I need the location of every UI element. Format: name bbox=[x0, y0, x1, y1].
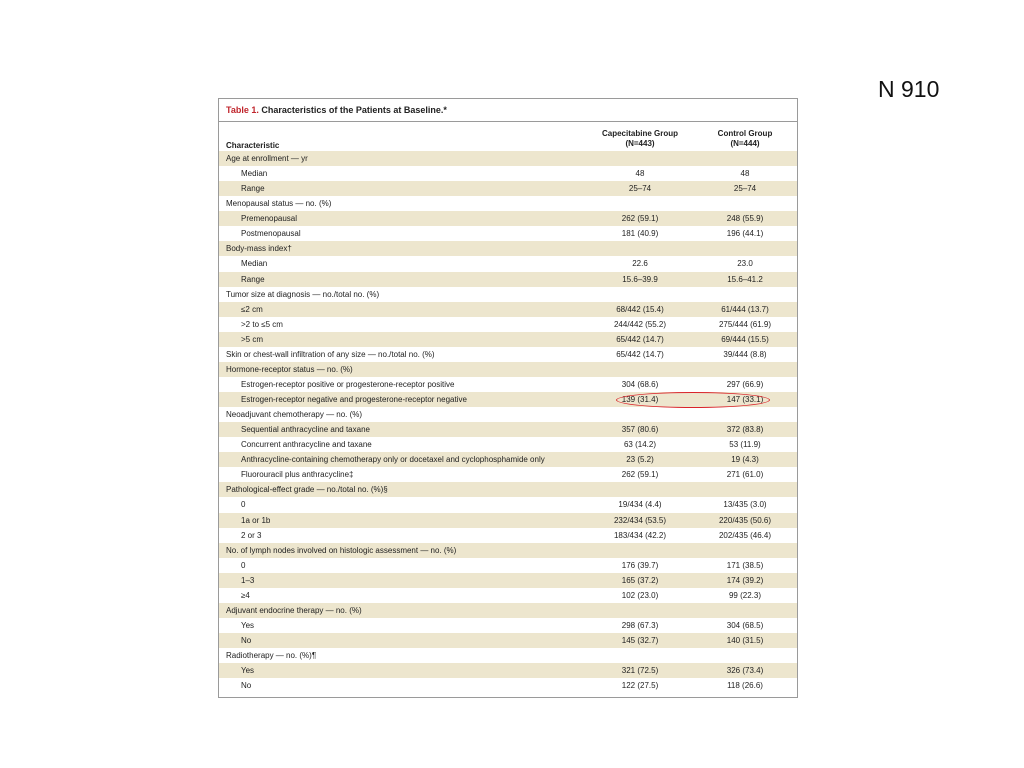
capecitabine-value: 15.6–39.9 bbox=[622, 274, 658, 284]
capecitabine-value: 65/442 (14.7) bbox=[616, 349, 664, 359]
table-row bbox=[219, 317, 797, 332]
column-header-control-n: (N=444) bbox=[730, 139, 760, 148]
capecitabine-value: 23 (5.2) bbox=[626, 455, 654, 465]
capecitabine-value: 63 (14.2) bbox=[623, 440, 657, 450]
table-body bbox=[219, 151, 797, 693]
capecitabine-value: 139 (31.4) bbox=[621, 395, 659, 404]
table-row bbox=[219, 618, 797, 633]
table-row bbox=[219, 603, 797, 618]
slide-label: N 910 bbox=[878, 76, 940, 102]
row-label: Hormone-receptor status — no. (%) bbox=[226, 364, 353, 374]
row-label: Pathological-effect grade — no./total no. (%)§ bbox=[226, 485, 388, 495]
control-value: 147 (33.1) bbox=[726, 395, 764, 404]
table-caption: Characteristics of the Patients at Baseline.* bbox=[258, 105, 447, 115]
capecitabine-value: 304 (68.6) bbox=[621, 379, 659, 389]
table-row bbox=[219, 422, 797, 437]
table-row bbox=[219, 151, 797, 166]
capecitabine-value: 321 (72.5) bbox=[621, 666, 659, 676]
table-number: Table 1. bbox=[226, 105, 259, 115]
capecitabine-value: 145 (32.7) bbox=[621, 636, 659, 645]
row-label: Adjuvant endocrine therapy — no. (%) bbox=[226, 605, 362, 615]
row-label: Estrogen-receptor negative and progesterone-receptor negative bbox=[241, 395, 467, 404]
row-label: Sequential anthracycline and taxane bbox=[241, 425, 370, 435]
row-label: Estrogen-receptor positive or progesterone-receptor positive bbox=[241, 379, 455, 389]
control-value: 39/444 (8.8) bbox=[723, 349, 767, 359]
row-label: 1–3 bbox=[241, 575, 255, 585]
capecitabine-value: 262 (59.1) bbox=[621, 214, 659, 224]
capecitabine-value: 122 (27.5) bbox=[621, 681, 659, 691]
row-label: Menopausal status — no. (%) bbox=[226, 199, 332, 209]
control-value: 248 (55.9) bbox=[726, 214, 764, 224]
table-row bbox=[219, 513, 797, 528]
control-value: 69/444 (15.5) bbox=[721, 334, 769, 344]
control-value: 99 (22.3) bbox=[728, 590, 762, 600]
control-value: 271 (61.0) bbox=[726, 470, 764, 480]
table-row bbox=[219, 211, 797, 226]
table-row bbox=[219, 452, 797, 467]
table-row bbox=[219, 678, 797, 693]
capecitabine-value: 19/434 (4.4) bbox=[618, 500, 662, 510]
column-header-control-name: Control Group bbox=[717, 129, 773, 138]
control-value: 15.6–41.2 bbox=[727, 274, 763, 284]
capecitabine-value: 357 (80.6) bbox=[621, 425, 659, 435]
capecitabine-value: 183/434 (42.2) bbox=[613, 530, 667, 540]
table-row bbox=[219, 543, 797, 558]
row-label: 2 or 3 bbox=[241, 530, 262, 540]
column-header-capecitabine bbox=[585, 129, 695, 149]
row-label: 0 bbox=[241, 560, 246, 570]
control-value: 13/435 (3.0) bbox=[723, 500, 767, 510]
row-label: 0 bbox=[241, 500, 246, 510]
control-value: 53 (11.9) bbox=[729, 440, 761, 450]
row-label: Fluorouracil plus anthracycline‡ bbox=[241, 470, 354, 480]
control-value: 174 (39.2) bbox=[726, 575, 764, 585]
row-label: >5 cm bbox=[241, 334, 264, 344]
row-label: Postmenopausal bbox=[241, 229, 301, 239]
row-label: >2 to ≤5 cm bbox=[241, 319, 283, 329]
table-row bbox=[219, 377, 797, 392]
capecitabine-value: 176 (39.7) bbox=[621, 560, 659, 570]
table-row bbox=[219, 256, 797, 271]
row-label: No. of lymph nodes involved on histologic assessment — no. (%) bbox=[226, 545, 457, 555]
row-label: Anthracycline-containing chemotherapy only or docetaxel and cyclophosphamide only bbox=[241, 455, 545, 465]
control-value: 19 (4.3) bbox=[731, 455, 759, 465]
control-value: 304 (68.5) bbox=[726, 620, 764, 630]
table-row bbox=[219, 196, 797, 211]
control-value: 196 (44.1) bbox=[726, 229, 764, 239]
table-row bbox=[219, 226, 797, 241]
capecitabine-value: 181 (40.9) bbox=[621, 229, 659, 239]
control-value: 326 (73.4) bbox=[726, 666, 764, 676]
table-row bbox=[219, 272, 797, 287]
table-row bbox=[219, 558, 797, 573]
table-row bbox=[219, 241, 797, 256]
capecitabine-value: 65/442 (14.7) bbox=[616, 334, 664, 344]
capecitabine-value: 25–74 bbox=[628, 184, 652, 194]
table-row bbox=[219, 633, 797, 648]
table-row bbox=[219, 332, 797, 347]
capecitabine-value: 262 (59.1) bbox=[621, 470, 659, 480]
row-label: 1a or 1b bbox=[241, 515, 271, 525]
table-row bbox=[219, 302, 797, 317]
capecitabine-value: 165 (37.2) bbox=[621, 575, 659, 585]
control-value: 275/444 (61.9) bbox=[718, 319, 772, 329]
table-row bbox=[219, 392, 797, 407]
capecitabine-value: 68/442 (15.4) bbox=[616, 304, 664, 314]
row-label: Age at enrollment — yr bbox=[226, 154, 308, 163]
row-label: Neoadjuvant chemotherapy — no. (%) bbox=[226, 410, 363, 420]
table-row bbox=[219, 588, 797, 603]
column-header-capecitabine-n: (N=443) bbox=[625, 139, 655, 148]
control-value: 25–74 bbox=[733, 184, 757, 194]
control-value: 202/435 (46.4) bbox=[718, 530, 772, 540]
column-header-capecitabine-name: Capecitabine Group bbox=[601, 129, 678, 138]
table-row bbox=[219, 497, 797, 512]
capecitabine-value: 48 bbox=[635, 169, 645, 179]
column-header-control bbox=[690, 129, 800, 149]
row-label: Concurrent anthracycline and taxane bbox=[241, 440, 372, 450]
row-label: Skin or chest-wall infiltration of any size — no./total no. (%) bbox=[226, 349, 435, 359]
control-value: 297 (66.9) bbox=[726, 379, 764, 389]
control-value: 140 (31.5) bbox=[726, 636, 764, 645]
row-label: ≥4 bbox=[241, 590, 250, 600]
capecitabine-value: 244/442 (55.2) bbox=[613, 319, 667, 329]
capecitabine-value: 102 (23.0) bbox=[621, 590, 659, 600]
row-label: Range bbox=[241, 274, 265, 284]
table-row bbox=[219, 467, 797, 482]
row-label: Premenopausal bbox=[241, 214, 298, 224]
row-label: Median bbox=[241, 259, 268, 269]
row-label: Tumor size at diagnosis — no./total no. (%) bbox=[226, 289, 380, 299]
table-row bbox=[219, 648, 797, 663]
table-row bbox=[219, 663, 797, 678]
control-value: 118 (26.6) bbox=[727, 681, 763, 691]
control-value: 48 bbox=[740, 169, 750, 179]
table-row bbox=[219, 181, 797, 196]
table-row bbox=[219, 482, 797, 497]
row-label: Range bbox=[241, 184, 265, 194]
table-row bbox=[219, 573, 797, 588]
row-label: Median bbox=[241, 169, 268, 179]
title-divider bbox=[219, 121, 797, 122]
table-title bbox=[226, 105, 447, 115]
row-label: Radiotherapy — no. (%)¶ bbox=[226, 651, 317, 661]
control-value: 171 (38.5) bbox=[726, 560, 764, 570]
table-row bbox=[219, 166, 797, 181]
control-value: 23.0 bbox=[737, 259, 753, 269]
row-label: ≤2 cm bbox=[241, 304, 263, 314]
row-label: Yes bbox=[241, 666, 255, 676]
capecitabine-value: 298 (67.3) bbox=[621, 620, 659, 630]
table-row bbox=[219, 407, 797, 422]
control-value: 372 (83.8) bbox=[726, 425, 764, 435]
capecitabine-value: 232/434 (53.5) bbox=[613, 515, 667, 525]
control-value: 61/444 (13.7) bbox=[721, 304, 769, 314]
baseline-characteristics-table bbox=[218, 98, 798, 698]
row-label: Body-mass index† bbox=[226, 244, 292, 254]
row-label: No bbox=[241, 636, 252, 645]
row-label: No bbox=[241, 681, 252, 691]
table-row bbox=[219, 287, 797, 302]
table-row bbox=[219, 528, 797, 543]
capecitabine-value: 22.6 bbox=[632, 259, 648, 269]
table-row bbox=[219, 362, 797, 377]
table-row bbox=[219, 347, 797, 362]
row-label: Yes bbox=[241, 620, 255, 630]
column-header-characteristic: Characteristic bbox=[226, 141, 280, 150]
control-value: 220/435 (50.6) bbox=[718, 515, 772, 525]
table-row bbox=[219, 437, 797, 452]
